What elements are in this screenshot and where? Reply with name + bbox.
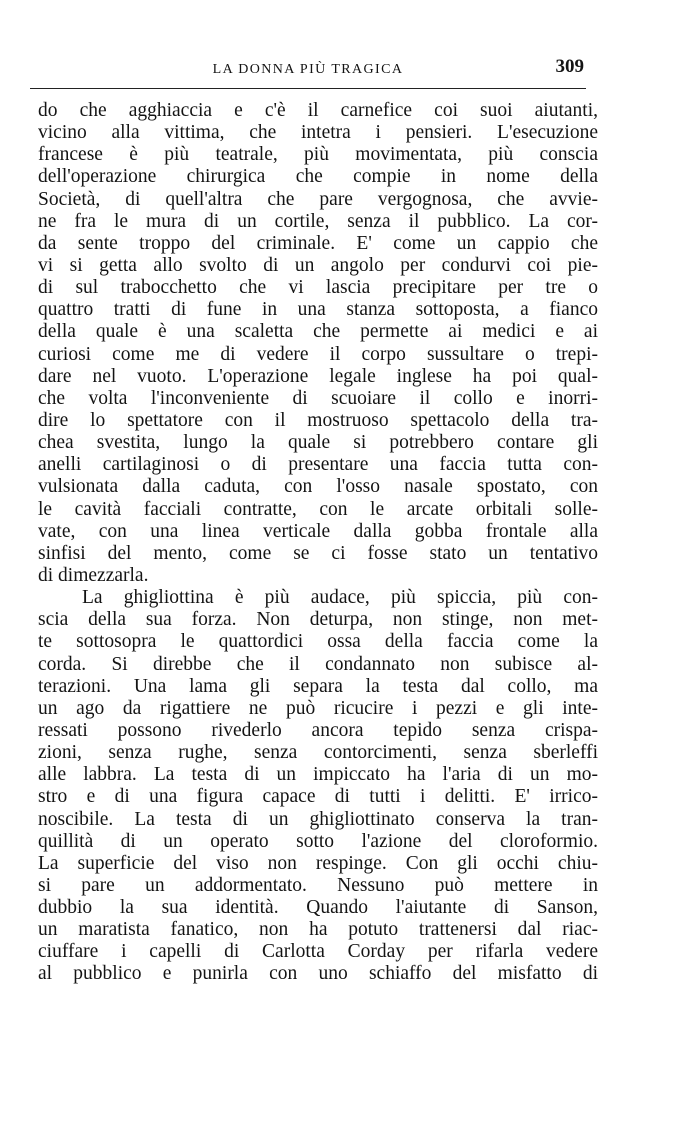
paragraph [38, 100, 598, 587]
text-line: La ghigliottina è più audace, più spiccia, più con- [82, 587, 598, 609]
body-text [38, 100, 598, 986]
text-line: di sul trabocchetto che vi lascia precipitare per tre o [38, 277, 598, 299]
text-line: francese è più teatrale, più movimentata, più conscia [38, 144, 598, 166]
text-line: zioni, senza rughe, senza contorcimenti, senza sberleffi [38, 742, 598, 764]
text-line: che volta l'inconveniente di scuoiare il collo e inorri- [38, 387, 598, 409]
text-line: un maratista fanatico, non ha potuto trattenersi dal riac- [38, 919, 598, 941]
text-line: corda. Si direbbe che il condannato non subisce al- [38, 653, 598, 675]
text-line: un ago da rigattiere ne può ricucire i pezzi e gli inte- [38, 697, 598, 719]
text-line: noscibile. La testa di un ghigliottinato conserva la tran- [38, 808, 598, 830]
text-line: da sente troppo del criminale. E' come un cappio che [38, 232, 598, 254]
text-line: dubbio la sua identità. Quando l'aiutante di Sanson, [38, 897, 598, 919]
running-title: LA DONNA PIÙ TRAGICA [212, 62, 404, 77]
text-line: vicino alla vittima, che intetra i pensieri. L'esecuzione [38, 122, 598, 144]
text-line: dell'operazione chirurgica che compie in nome della [38, 166, 598, 188]
text-line: ciuffare i capelli di Carlotta Corday per rifarla vedere [38, 941, 598, 963]
text-line: dare nel vuoto. L'operazione legale inglese ha poi qual- [38, 365, 598, 387]
text-line: sinfisi del mento, come se ci fosse stato un tentativo [38, 542, 598, 564]
text-line: vulsionata dalla caduta, con l'osso nasale spostato, con [38, 476, 598, 498]
text-line: La superficie del viso non respinge. Con gli occhi chiu- [38, 852, 598, 874]
text-line: le cavità facciali contratte, con le arcate orbitali solle- [38, 498, 598, 520]
text-line: do che agghiaccia e c'è il carnefice coi suoi aiutanti, [38, 100, 598, 121]
text-line: vi si getta allo svolto di un angolo per condurvi coi pie- [38, 254, 598, 276]
text-line: quillità di un operato sotto l'azione del cloroformio. [38, 830, 598, 852]
page-number: 309 [555, 56, 584, 77]
text-line: terazioni. Una lama gli separa la testa dal collo, ma [38, 675, 598, 697]
text-line: di dimezzarla. [38, 564, 149, 586]
running-head [30, 58, 586, 89]
text-line: stro e di una figura capace di tutti i delitti. E' irrico- [38, 786, 598, 808]
text-line: anelli cartilaginosi o di presentare una faccia tutta con- [38, 454, 598, 476]
text-line: scia della sua forza. Non deturpa, non stinge, non met- [38, 609, 598, 631]
text-line: chea svestita, lungo la quale si potrebbero contare gli [38, 432, 598, 454]
paragraph [38, 587, 598, 986]
text-line: al pubblico e punirla con uno schiaffo del misfatto di [38, 963, 598, 985]
text-line: ne fra le mura di un cortile, senza il pubblico. La cor- [38, 210, 598, 232]
text-line: dire lo spettatore con il mostruoso spettacolo della tra- [38, 409, 598, 431]
text-line: della quale è una scaletta che permette ai medici e ai [38, 321, 598, 343]
text-line: ressati possono rivederlo ancora tepido senza crispa- [38, 719, 598, 741]
text-line: quattro tratti di fune in una stanza sottoposta, a fianco [38, 299, 598, 321]
text-line: curiosi come me di vedere il corpo sussultare o trepi- [38, 343, 598, 365]
text-line: alle labbra. La testa di un impiccato ha l'aria di un mo- [38, 764, 598, 786]
text-line: te sottosopra le quattordici ossa della faccia come la [38, 631, 598, 653]
text-line: si pare un addormentato. Nessuno può mettere in [38, 874, 598, 896]
text-line: vate, con una linea verticale dalla gobba frontale alla [38, 520, 598, 542]
text-line: Società, di quell'altra che pare vergognosa, che avvie- [38, 188, 598, 210]
